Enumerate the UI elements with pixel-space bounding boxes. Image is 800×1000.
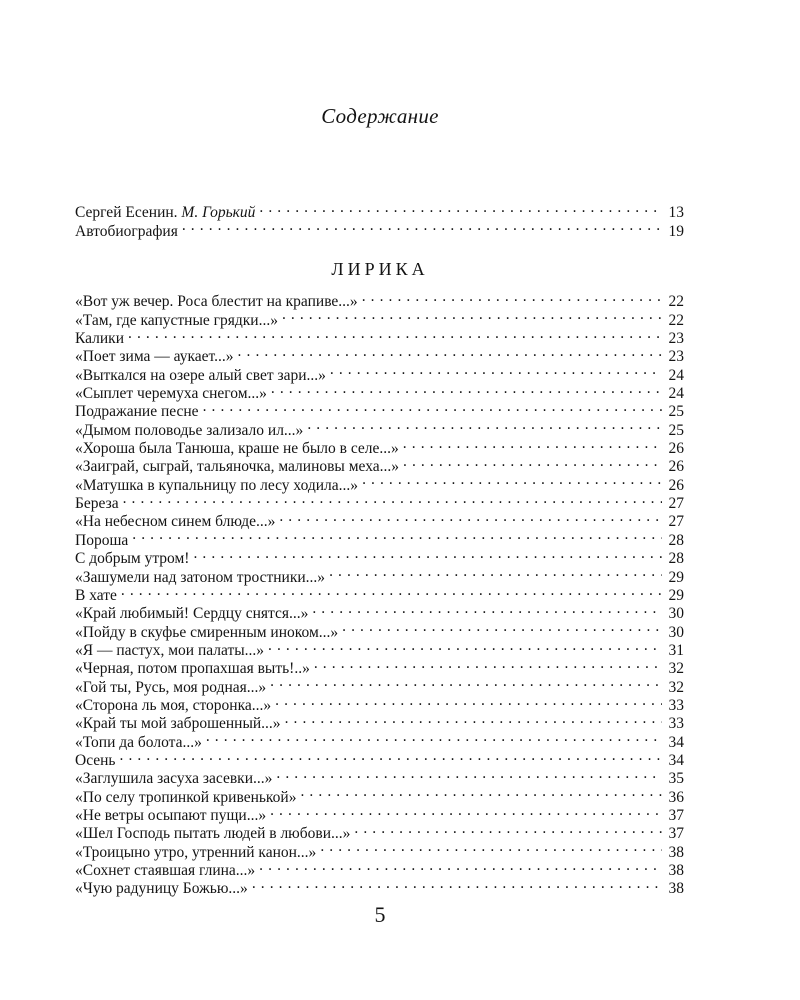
toc-entry-title: «Поет зима — аукает...» [75, 348, 234, 366]
toc-entry-title: Береза [75, 495, 119, 513]
dot-leader [120, 747, 662, 765]
toc-entry-page: 28 [668, 531, 684, 549]
toc-entry-title: «Черная, потом пропахшая выть!..» [75, 660, 310, 678]
toc-entry [75, 545, 684, 568]
toc-entry-page: 34 [668, 751, 684, 769]
toc-entry [75, 600, 684, 623]
toc-entry-page: 27 [668, 513, 684, 531]
dot-leader [193, 545, 662, 563]
dot-leader [270, 673, 662, 691]
toc-entry-title: Калики [75, 330, 125, 348]
toc-entry [75, 747, 684, 769]
toc-entry-page: 19 [668, 222, 684, 240]
toc-entry [75, 343, 684, 366]
toc-entry-page: 36 [668, 788, 684, 806]
toc-entry-page: 32 [668, 660, 684, 678]
toc-entry-title: Сергей Есенин. М. Горький [75, 204, 256, 222]
toc-entry-page: 35 [668, 770, 684, 788]
toc-entry-title: «Выткался на озере алый свет зари...» [75, 366, 326, 384]
toc-intro-list [75, 199, 684, 240]
dot-leader [132, 526, 662, 544]
toc-entry-page: 26 [668, 458, 684, 476]
dot-leader [282, 306, 662, 324]
toc-entry-page: 23 [668, 330, 684, 348]
toc-entry [75, 288, 684, 311]
page-title: Содержание [321, 104, 439, 128]
toc-entry-page: 25 [668, 421, 684, 439]
toc-entry-title: «На небесном синем блюде...» [75, 513, 276, 531]
toc-entry-title: «Матушка в купальницу по лесу ходила...» [75, 476, 359, 494]
toc-entry-title: Автобиография [75, 222, 178, 240]
toc-entry-page: 32 [668, 678, 684, 696]
toc-entry [75, 582, 684, 604]
toc-entry-page: 23 [668, 348, 684, 366]
dot-leader [206, 728, 662, 746]
toc-entry-page: 26 [668, 440, 684, 458]
toc-entry-title: «Сохнет стаявшая глина...» [75, 862, 256, 879]
dot-leader [320, 838, 662, 856]
toc-entry-page: 25 [668, 403, 684, 421]
toc-entry-title: «Край любимый! Сердцу снятся...» [75, 605, 309, 623]
toc-entry-title: Пороша [75, 531, 129, 549]
toc-entry-page: 27 [668, 495, 684, 513]
dot-leader [362, 471, 662, 489]
dot-leader [271, 380, 662, 398]
toc-entry-title: «Троицыно утро, утренний канон...» [75, 843, 317, 861]
toc-entry-page: 38 [668, 880, 684, 898]
dot-leader [259, 857, 662, 875]
dot-leader [270, 802, 662, 820]
toc-entry-title: «Дымом половодье зализало ил...» [75, 421, 304, 439]
toc-entry-page: 29 [668, 586, 684, 604]
dot-leader [342, 618, 662, 636]
dot-leader [121, 582, 662, 600]
toc-entry-page: 30 [668, 605, 684, 623]
dot-leader [403, 435, 662, 453]
toc-entry [75, 765, 684, 788]
dot-leader [362, 288, 662, 306]
dot-leader [329, 563, 662, 581]
toc-entry-page: 37 [668, 806, 684, 824]
toc-entry-title: «Пойду в скуфье смиренным иноком...» [75, 623, 339, 641]
toc-entry-page: 13 [668, 204, 684, 222]
toc-entry-title: Осень [75, 751, 116, 769]
toc-entry-page: 24 [668, 366, 684, 384]
toc-entry-title: С добрым утром! [75, 550, 190, 568]
toc-entry-page: 22 [668, 311, 684, 329]
toc-lyric-list [75, 288, 684, 898]
toc-entry-title: «Вот уж вечер. Роса блестит на крапиве...» [75, 293, 358, 311]
toc-entry [75, 199, 684, 222]
toc-entry-page: 38 [668, 843, 684, 861]
toc-entry-title: «Сыплет черемуха снегом...» [75, 385, 267, 403]
toc-entry-page: 30 [668, 623, 684, 641]
toc-entry-title: «Заиграй, сыграй, тальяночка, малиновы меха...» [75, 458, 400, 476]
dot-leader [312, 600, 662, 618]
dot-leader [128, 325, 662, 343]
toc-entry-page: 33 [668, 696, 684, 714]
toc-entry-title: «По селу тропинкой кривенькой» [75, 788, 297, 806]
toc-entry-title: «Топи да болота...» [75, 733, 202, 751]
toc-entry-title: «Зашумели над затоном тростники...» [75, 568, 326, 586]
dot-leader [252, 875, 662, 893]
toc-entry-author: М. Горький [181, 204, 256, 222]
toc-entry-title: «Заглушила засуха засевки...» [75, 770, 273, 788]
dot-leader [300, 783, 662, 801]
dot-leader [285, 710, 662, 728]
dot-leader [238, 343, 662, 361]
toc-entry-page: 34 [668, 733, 684, 751]
toc-entry-title: «Там, где капустные грядки...» [75, 311, 278, 329]
toc-entry [75, 508, 684, 531]
dot-leader [314, 655, 662, 673]
dot-leader [354, 820, 662, 838]
toc-entry [75, 325, 684, 348]
toc-entry-title: «Сторона ль моя, сторонка...» [75, 696, 272, 714]
dot-leader [279, 508, 662, 526]
dot-leader [123, 490, 662, 508]
toc-entry-title: «Шел Господь пытать людей в любови...» [75, 825, 351, 843]
dot-leader [203, 398, 662, 416]
dot-leader [330, 361, 662, 379]
toc-entry-title: «Гой ты, Русь, моя родная...» [75, 678, 267, 696]
dot-leader [259, 199, 662, 217]
toc-entry-page: 37 [668, 825, 684, 843]
toc-entry-page: 33 [668, 715, 684, 733]
section-heading: ЛИРИКА [331, 259, 429, 279]
toc-entry-title: «Чую радуницу Божью...» [75, 880, 248, 898]
toc-entry-title: В хате [75, 586, 117, 604]
toc-entry-page: 28 [668, 550, 684, 568]
toc-entry-page: 31 [668, 641, 684, 659]
toc-entry-title: «Не ветры осыпают пущи...» [75, 806, 267, 824]
toc-entry-page: 24 [668, 385, 684, 403]
dot-leader [275, 692, 662, 710]
dot-leader [268, 637, 662, 655]
toc-entry [75, 490, 684, 513]
page-number: 5 [374, 902, 386, 927]
dot-leader [182, 217, 662, 235]
toc-entry-page: 38 [668, 862, 684, 879]
toc-entry-page: 26 [668, 476, 684, 494]
toc-entry-title: «Я — пастух, мои палаты...» [75, 641, 265, 659]
toc-entry-title: «Край ты мой заброшенный...» [75, 715, 281, 733]
toc-entry-title: «Хороша была Танюша, краше не было в селе...» [75, 440, 399, 458]
toc-entry-title: Подражание песне [75, 403, 199, 421]
toc-entry-page: 22 [668, 293, 684, 311]
toc-entry [75, 526, 684, 549]
dot-leader [307, 416, 662, 434]
toc-entry-page: 29 [668, 568, 684, 586]
dot-leader [276, 765, 662, 783]
dot-leader [403, 453, 662, 471]
